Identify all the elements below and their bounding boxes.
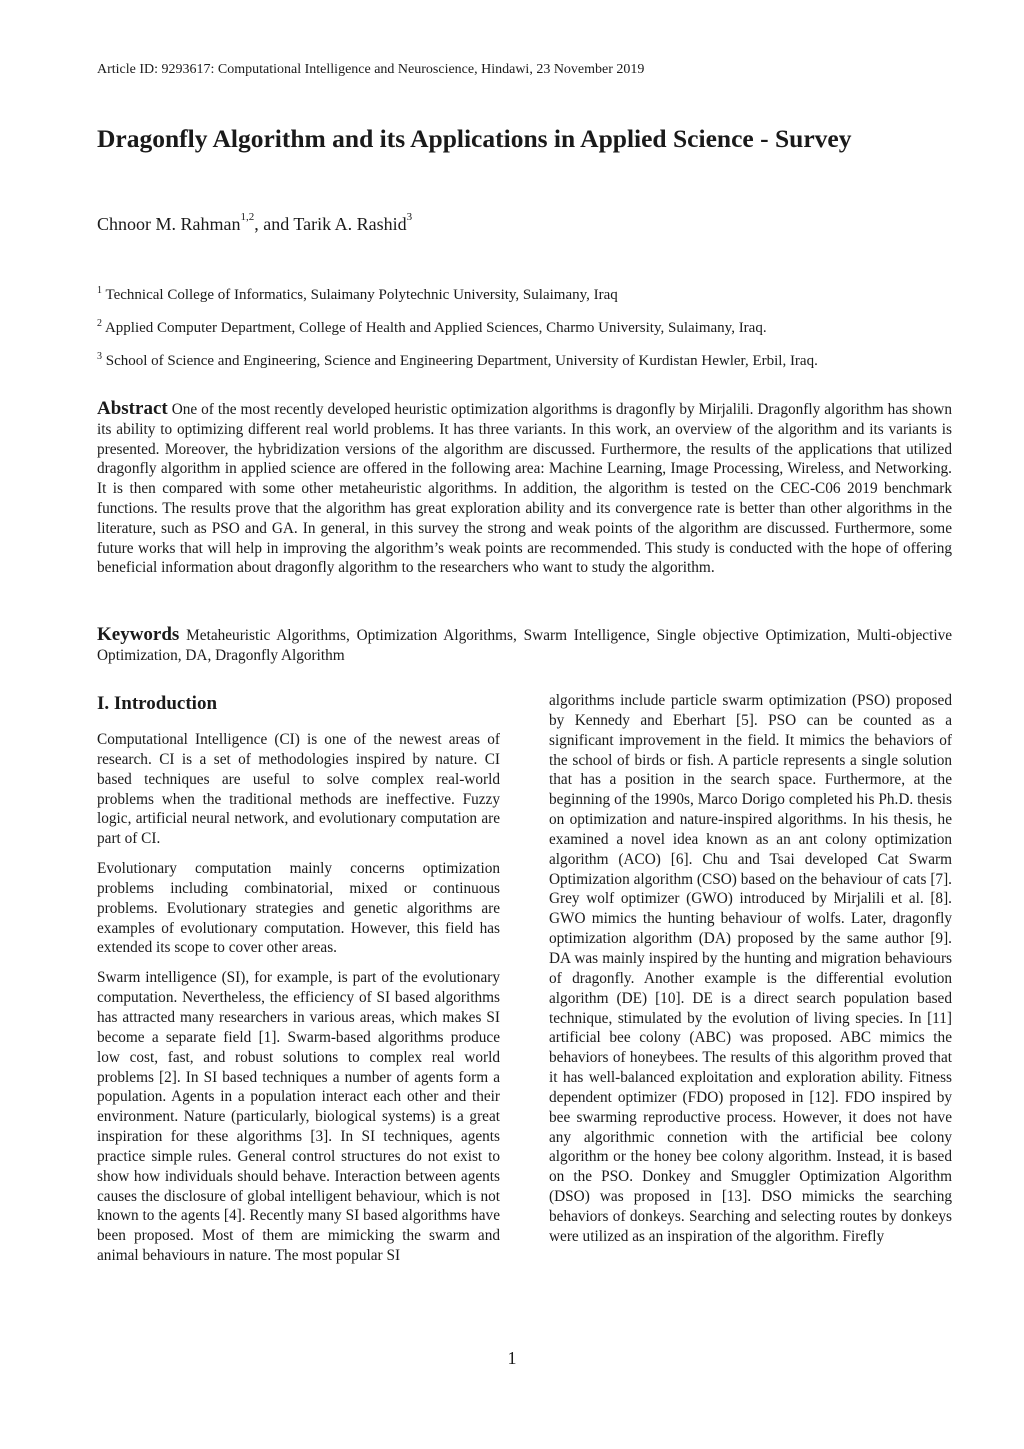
affiliation-text: School of Science and Engineering, Science and Engineering Department, University of Kurdistan Hewler, Erbil, Iraq. <box>105 353 818 369</box>
affiliation-text: Technical College of Informatics, Sulaimany Polytechnic University, Sulaimany, Iraq <box>105 287 618 303</box>
abstract <box>97 399 952 578</box>
left-column <box>97 692 500 1276</box>
paragraph: Computational Intelligence (CI) is one of the newest areas of research. CI is a set of methodologies inspired by nature. CI based techniques are useful to solve complex real-world problems when the traditional methods are ineffective. Fuzzy logic, artificial neural network, and evolutionary computation are part of CI. <box>97 731 500 848</box>
affiliation-text: Applied Computer Department, College of Health and Applied Sciences, Charmo University, Sulaimany, Iraq. <box>104 320 767 336</box>
paper-title: Dragonfly Algorithm and its Applications in Applied Science - Survey <box>97 124 852 153</box>
author-name: , and Tarik A. Rashid <box>254 214 407 234</box>
affiliation <box>97 320 767 337</box>
paragraph: Evolutionary computation mainly concerns optimization problems including combinatorial, mixed or continuous problems. Evolutionary strategies and genetic algorithms are examples of evolutionary computation. However, this field has extended its scope to cover other areas. <box>97 860 500 957</box>
keywords-label: Keywords <box>97 624 180 645</box>
affiliation <box>97 287 618 304</box>
page-number: 1 <box>507 1348 517 1368</box>
keywords <box>97 625 952 666</box>
affiliation-number: 2 <box>97 318 102 329</box>
keywords-text: Metaheuristic Algorithms, Optimization Algorithms, Swarm Intelligence, Single objective Optimization, Multi-objective Optimization, DA, Dragonfly Algorithm <box>97 627 953 664</box>
abstract-text: One of the most recently developed heuristic optimization algorithms is dragonfly by Mirjalili. Dragonfly algorithm has shown its ability to optimizing different real world problems. It has three variants. In this work, an overview of the algorithm and its variants is presented. Moreover, the hybridization versions of the algorithm are discussed. Furthermore, the results of the applications that utilized dragonfly algorithm in applied science are offered in the following area: Machine Learning, Image Processing, Wireless, and Networking. It is then compared with some other metaheuristic algorithms. In addition, the algorithm is tested on the CEC-C06 2019 benchmark functions. The results prove that the algorithm has great exploration ability and its convergence rate is better than other algorithms in the literature, such as PSO and GA. In general, in this survey the strong and weak points of the algorithm are discussed. Furthermore, some future works that will help in improving the algorithm’s weak points are recommended. This study is conducted with the hope of offering beneficial information about dragonfly algorithm to the researchers who want to study the algorithm. <box>97 401 952 577</box>
affiliation-number: 3 <box>97 351 102 362</box>
paragraph: Swarm intelligence (SI), for example, is part of the evolutionary computation. Nevertheless, the efficiency of SI based algorithms has attracted many researchers in various areas, which makes SI become a separate field [1]. Swarm-based algorithms produce low cost, fast, and robust solutions to complex real world problems [2]. In SI based techniques a number of agents form a population. Agents in a population interact each other and their environment. Nature (particularly, biological systems) is a great inspiration for these algorithms [3]. In SI techniques, agents practice simple rules. General control structures do not exist to show how individuals should behave. Interaction between agents causes the disclosure of global intelligent behaviour, which is not known to the agents [4]. Recently many SI based algorithms have been proposed. Most of them are mimicking the swarm and animal behaviours in nature. The most popular SI <box>97 969 500 1265</box>
abstract-label: Abstract <box>97 398 168 419</box>
section-heading: I. Introduction <box>97 693 218 714</box>
author-list <box>97 211 413 235</box>
author-affiliation-mark: 3 <box>406 211 413 223</box>
running-header: Article ID: 9293617: Computational Intelligence and Neuroscience, Hindawi, 23 November 2019 <box>97 62 645 77</box>
author-affiliation-mark: 1,2 <box>240 211 255 223</box>
right-column <box>549 691 952 1257</box>
author-name: Chnoor M. Rahman <box>97 214 241 234</box>
affiliation <box>97 353 818 370</box>
paragraph: algorithms include particle swarm optimization (PSO) proposed by Kennedy and Eberhart [5]. PSO can be counted as a significant improvement in the field. It mimics the behaviors of the school of birds or fish. A particle represents a single solution that has a position in the search space. Furthermore, at the beginning of the 1990s, Marco Dorigo completed his Ph.D. thesis on optimization and nature-inspired algorithms. In his thesis, he examined a novel idea known as an ant colony optimization algorithm (ACO) [6]. Chu and Tsai developed Cat Swarm Optimization algorithm (CSO) based on the behaviour of cats [7]. Grey wolf optimizer (GWO) introduced by Mirjalili et al. [8]. GWO mimics the hunting behaviour of wolfs. Later, dragonfly optimization algorithm (DA) proposed by the same author [9]. DA was mainly inspired by the hunting and migration behaviours of dragonfly. Another example is the differential evolution algorithm (DE) [10]. DE is a direct search population based technique, stimulated by the evolution of living species. In [11] artificial bee colony (ABC) was proposed. ABC mimics the behaviors of honeybees. The results of this algorithm proved that it has well-balanced exploitation and exploration ability. Fitness dependent optimizer (FDO) proposed in [12]. FDO inspired by bee swarming reproductive process. However, it does not have any algorithmic connetion with the artificial bee colony algorithm or the honey bee colony algorithm. Instead, it is based on the PSO. Donkey and Smuggler Optimization Algorithm (DSO) was proposed in [13]. DSO mimicks the searching behaviors of donkeys. Searching and selecting routes by donkeys were utilized as an inspiration of the algorithm. Firefly <box>549 692 952 1245</box>
affiliation-number: 1 <box>97 285 102 296</box>
